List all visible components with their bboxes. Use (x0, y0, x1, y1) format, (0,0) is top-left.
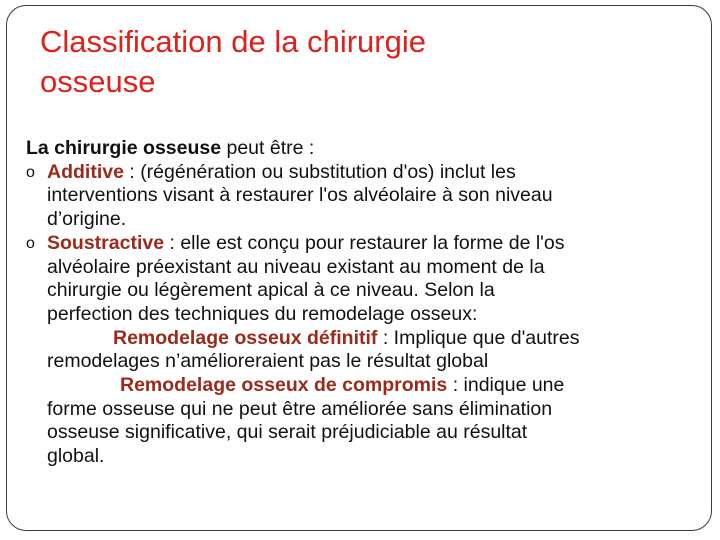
bullet-text: perfection des techniques du remodelage osseux: (47, 302, 478, 325)
title-line-2: osseuse (40, 64, 156, 99)
sub-item-compromis (26, 374, 696, 469)
bullet-text: alvéolaire préexistant au niveau existant au moment de la (47, 255, 545, 278)
sub-item-term: Remodelage osseux définitif (113, 326, 378, 349)
sub-item-text: remodelages n’amélioreraient pas le résultat global (47, 350, 489, 373)
slide-body (26, 137, 696, 469)
bullet-circle-icon: o (26, 163, 35, 181)
intro-paragraph (26, 137, 696, 161)
sub-item-text: forme osseuse qui ne peut être améliorée sans élimination (47, 397, 553, 420)
sub-item-definitif (26, 327, 696, 374)
bullet-soustractive (26, 232, 696, 327)
bullet-additive (26, 161, 696, 232)
intro-rest: peut être : (221, 137, 315, 159)
sub-item-text: : indique une (447, 374, 565, 397)
slide-title (40, 22, 680, 102)
bullet-text: : (régénération ou substitution d'os) inclut les (123, 160, 516, 183)
bullet-term: Additive (47, 160, 124, 183)
bullet-circle-icon: o (26, 234, 35, 252)
sub-item-line (47, 374, 696, 398)
bullet-text: d’origine. (47, 208, 127, 231)
bullet-text: : elle est conçu pour restaurer la forme de l'os (164, 231, 565, 254)
sub-item-text: osseuse significative, qui serait préjudiciable au résultat (47, 421, 528, 444)
bullet-term: Soustractive (47, 231, 165, 254)
sub-item-line (47, 327, 696, 351)
title-line-1: Classification de la chirurgie (40, 24, 426, 59)
sub-item-term: Remodelage osseux de compromis (120, 374, 448, 397)
sub-item-text: : Implique que d'autres (377, 326, 580, 349)
bullet-text: interventions visant à restaurer l'os alvéolaire à son niveau (47, 184, 553, 207)
intro-bold: La chirurgie osseuse (26, 137, 222, 159)
bullet-text: chirurgie ou légèrement apical à ce niveau. Selon la (47, 279, 495, 302)
sub-item-text: global. (47, 445, 105, 468)
bullet-line (47, 232, 696, 256)
bullet-line (47, 161, 696, 185)
